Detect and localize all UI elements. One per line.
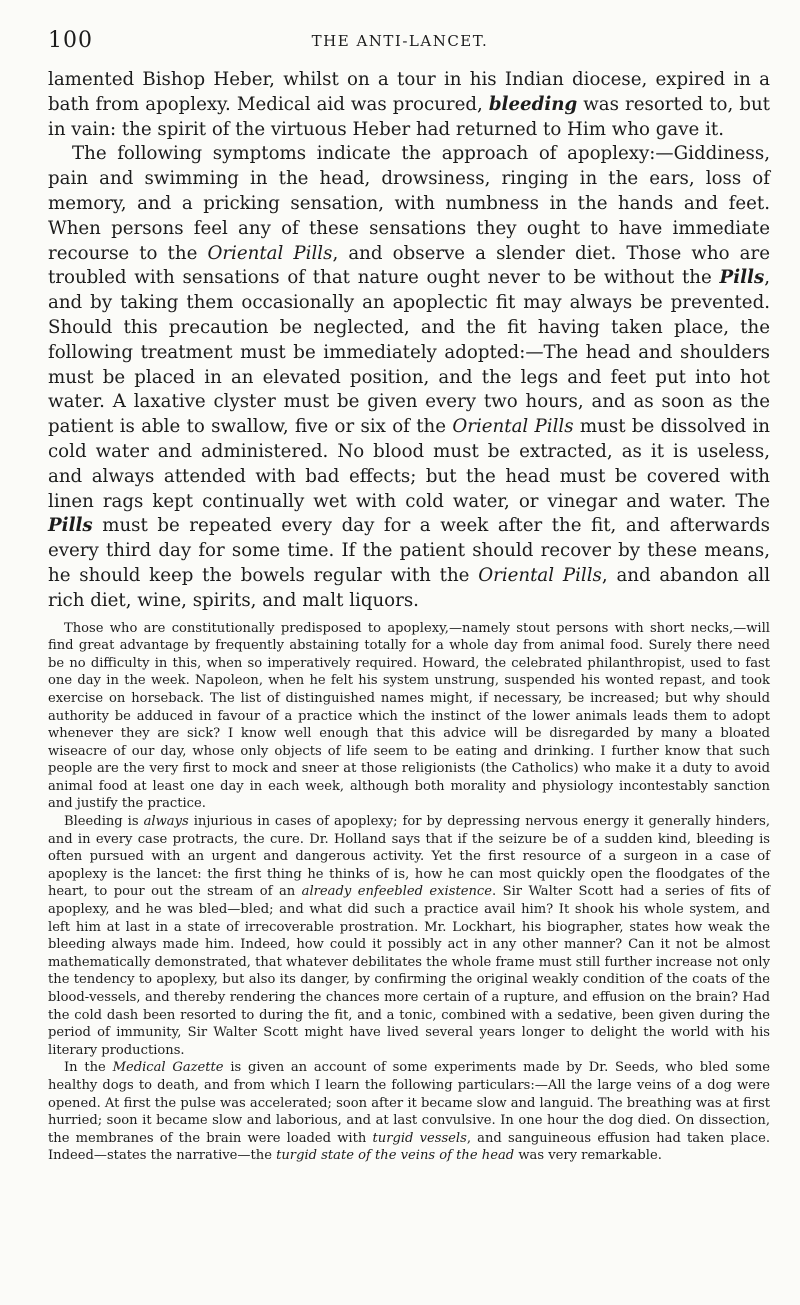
paragraph-bleeding	[48, 813, 770, 1059]
emphasis: bleeding	[488, 93, 578, 115]
text-run: Bleeding is	[64, 814, 144, 830]
paragraph-fasting	[48, 620, 770, 814]
text-run: must be repeated every day for a week after the fit, and afterwards every third day for some time. If the patient should recover by these means, he should keep the bowels regular with the	[48, 515, 770, 586]
text-run: . Sir Walter Scott had a series of fits of apoplexy, and he was bled—bled; and what did such a practice avail him? It shook his whole system, and left him at last in a state of irrecoverable prostration. Mr. Lockhart, his biographer, states how weak the bleeding always made him. Indeed, how could it possibly act in any other manner? Can it not be almost mathematically demonstrated, that whatever debilitates the whole frame must still further increase not only the tendency to apoplexy, but also its danger, by confirming the original weakly condition of the coats of the blood-vessels, and thereby rendering the chances more certain of a rupture, and effusion on the brain? Had the cold dash been resorted to during the fit, and a tonic, combined with a sedative, been given during the period of immunity, Sir Walter Scott might have lived several years longer to delight the world with his literary productions.	[48, 884, 770, 1058]
emphasis: Medical Gazette	[112, 1060, 224, 1076]
text-run: The following symptoms indicate the approach of apoplexy:—Giddiness, pain and swimming in the head, drowsiness, ringing in the ears, loss of memory, and a pricking sensation, with numbness in the hands and feet. When persons feel any of these sensations they ought to have immediate recourse to the	[48, 143, 770, 264]
emphasis: Oriental Pills	[452, 416, 574, 438]
emphasis: Oriental Pills	[207, 242, 333, 264]
text-run: lamented Bishop Heber, whilst on a tour in his Indian diocese, expired in a bath from apoplexy. Medical aid was procured,	[48, 69, 770, 115]
running-head: THE ANTI-LANCET.	[311, 32, 489, 50]
page-number: 100	[48, 28, 93, 53]
text-run: is given an account of some experiments made by Dr. Seeds, who bled some healthy dogs to death, and from which I learn the following particulars:—All the large veins of a dog were opened. At first the pulse was accelerated; soon after it became slow and languid. The breathing was at first hurried; soon it became slow and laborious, and at last convulsive. In one hour the dog died. On dissection, the membranes of the brain were loaded with	[48, 1060, 771, 1146]
text-run: , and by taking them occasionally an apoplectic fit may always be prevented. Should this precaution be neglected, and the fit having taken place, the following treatment must be immediately adopted:—The head and shoulders must be placed in an elevated position, and the legs and feet put into hot water. A laxative clyster must be given every two hours, and as soon as the patient is able to swallow, five or six of the	[48, 267, 770, 438]
page-body	[48, 68, 770, 1165]
text-run: , and sanguineous effusion had taken place. Indeed—states the narrative—the	[48, 1130, 770, 1164]
emphasis: always	[143, 814, 189, 830]
paragraph-experiments	[48, 1059, 770, 1165]
paragraph-heber	[48, 68, 770, 142]
paragraph-symptoms	[48, 142, 770, 613]
text-run: must be dissolved in cold water and administered. No blood must be extracted, as it is useless, and always attended with bad effects; but the head must be covered with linen rags kept continually wet with cold water, or vinegar and water. The	[48, 416, 770, 512]
text-run: was resorted to, but in vain: the spirit of the virtuous Heber had returned to Him who gave it.	[48, 93, 770, 140]
text-run: In the	[64, 1060, 113, 1076]
text-run: was very remarkable.	[514, 1148, 662, 1164]
emphasis: Oriental Pills	[478, 564, 602, 586]
text-run: , and observe a slender diet. Those who are troubled with sensations of that nature ought never to be without the	[48, 242, 770, 289]
emphasis: already enfeebled existence	[301, 884, 492, 900]
text-run: Those who are constitutionally predisposed to apoplexy,—namely stout persons with short necks,—will find great advantage by frequently abstaining totally for a whole day from animal food. Surely there need be no difficulty in this, when so imperatively required. Howard, the celebrated philanthropist, used to fast one day in the week. Napoleon, when he felt his system unstrung, suspended his wonted repast, and took exercise on horseback. The list of distinguished names might, if necessary, be increased; but why should authority be adduced in favour of a practice which the instinct of the lower animals leads them to adopt whenever they are sick? I know well enough that this advice will be disregarded by many a bloated wiseacre of our day, whose only objects of life seem to be eating and drinking. I further know that such people are the very first to mock and sneer at those religionists (the Catholics) who make it a duty to avoid animal food at least one day in each week, although both morality and physiology incontestably sanction and justify the practice.	[48, 620, 770, 812]
text-run: , and abandon all rich diet, wine, spirits, and malt liquors.	[48, 564, 771, 611]
emphasis: Pills	[719, 267, 765, 289]
emphasis: turgid state of the veins of the head	[276, 1148, 515, 1164]
emphasis: turgid vessels	[372, 1130, 467, 1146]
page-header	[48, 28, 752, 58]
emphasis: Pills	[48, 515, 93, 537]
text-run: injurious in cases of apoplexy; for by depressing nervous energy it generally hinders, and in every case protracts, the cure. Dr. Holland says that if the seizure be of a sudden kind, bleeding is often pursued with an urgent and dangerous activity. Yet the first resource of a surgeon in a case of apoplexy is the lancet: the first thing he thinks of is, how he can most quickly open the floodgates of the heart, to pour out the stream of an	[48, 814, 770, 900]
